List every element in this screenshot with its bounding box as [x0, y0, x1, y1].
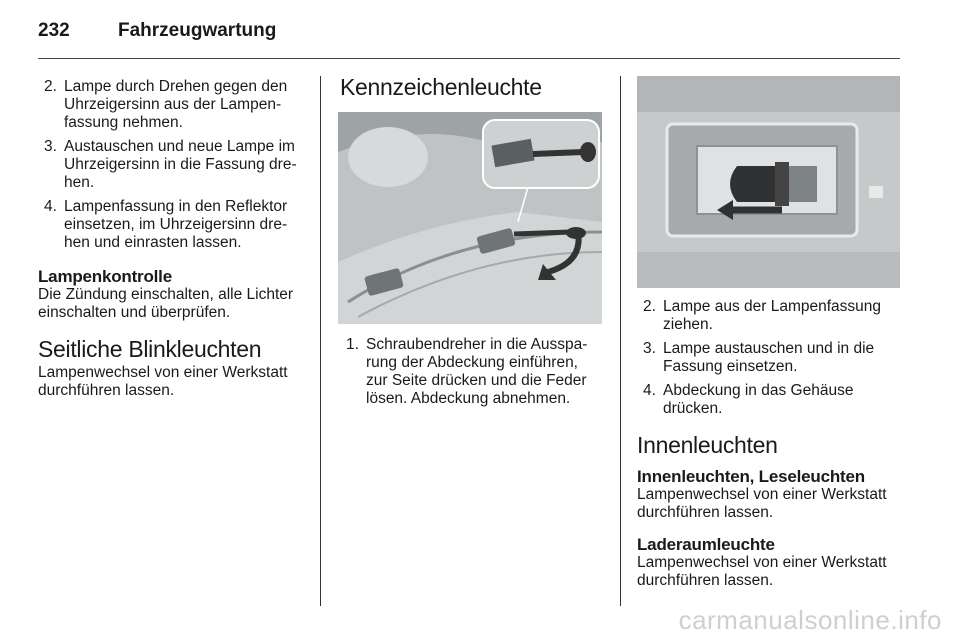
list-item: 4. Abdeckung in das Gehäuse drücken.	[643, 382, 854, 417]
watermark: carmanualsonline.info	[678, 605, 942, 635]
cover-removal-illustration	[338, 112, 602, 324]
list-item: 3. Lampe austauschen und in die Fassung einsetzen.	[643, 340, 875, 375]
section-heading-lampenkontrolle: Lampenkontrolle	[38, 267, 172, 286]
paragraph-blinkleuchten: Lampenwechsel von einer Werkstatt durchführen lassen.	[38, 364, 288, 399]
column-left	[38, 78, 306, 400]
figure-lamp-removal	[637, 76, 900, 288]
paragraph-innenleuchten: Lampenwechsel von einer Werkstatt durchführen lassen.	[637, 486, 887, 521]
section-heading-blinkleuchten: Seitliche Blinkleuchten	[38, 336, 262, 362]
header-rule	[38, 58, 900, 59]
page-header	[38, 20, 276, 42]
section-heading-innenleuchten: Innenleuchten	[637, 432, 778, 458]
lamp-steps-list	[637, 298, 900, 418]
column-middle-steps	[340, 336, 602, 414]
list-item: 2. Lampe durch Drehen gegen den Uhrzeigersinn aus der Lampenfassung nehmen.	[44, 78, 288, 131]
cover-steps-list	[340, 336, 602, 408]
lamp-removal-illustration	[637, 76, 900, 288]
list-item: 1. Schraubendreher in die Aussparung der Abdeckung einführen, zur Seite drücken und die Feder lösen. Abdeckung abnehmen.	[346, 336, 588, 407]
column-right	[637, 298, 900, 590]
list-item: 3. Austauschen und neue Lampe im Uhrzeigersinn in die Fassung drehen.	[44, 138, 297, 191]
section-heading-laderaumleuchte: Laderaumleuchte	[637, 535, 775, 554]
column-middle	[340, 74, 602, 100]
page-number: 232	[38, 20, 70, 41]
page-title: Fahrzeugwartung	[118, 20, 277, 41]
section-heading-leseleuchten: Innenleuchten, Leseleuchten	[637, 467, 865, 486]
column-divider-right	[620, 76, 621, 606]
paragraph-lampenkontrolle: Die Zündung einschalten, alle Lichter einschalten und überprüfen.	[38, 286, 294, 321]
paragraph-laderaumleuchte: Lampenwechsel von einer Werkstatt durchführen lassen.	[637, 554, 887, 589]
column-divider-left	[320, 76, 321, 606]
figure-cover-removal	[338, 112, 602, 324]
section-heading-kennzeichenleuchte: Kennzeichenleuchte	[340, 74, 542, 100]
bulb-steps-list	[38, 78, 306, 252]
list-item: 4. Lampenfassung in den Reflektor einsetzen, im Uhrzeigersinn drehen und einrasten lassen.	[44, 198, 288, 251]
list-item: 2. Lampe aus der Lampenfassung ziehen.	[643, 298, 882, 333]
